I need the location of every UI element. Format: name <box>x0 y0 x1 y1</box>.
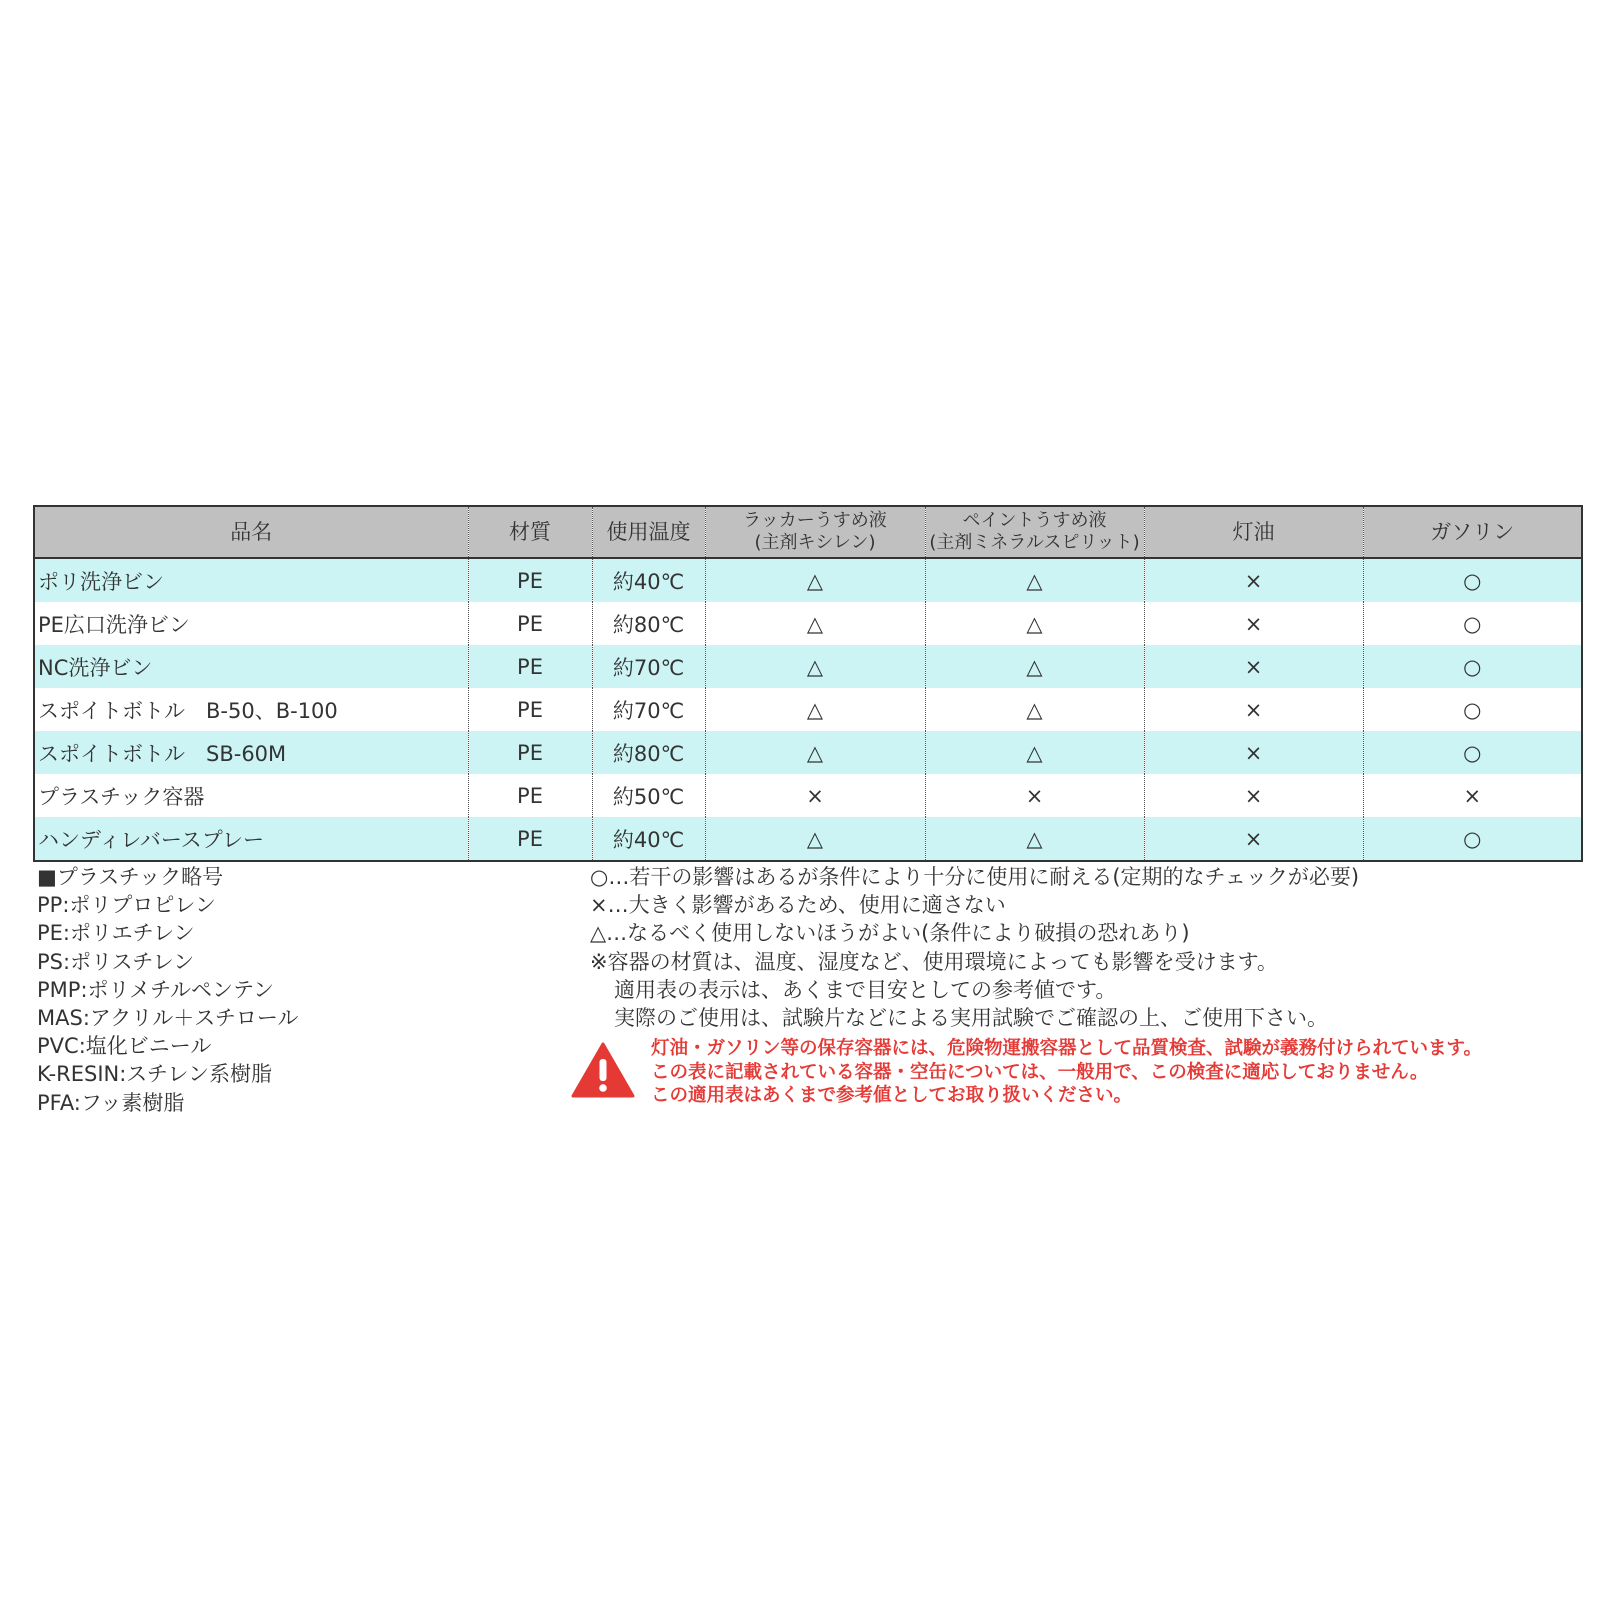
legend-item: PVC:塩化ビニール <box>37 1034 212 1059</box>
table-row <box>34 645 1582 688</box>
legend-item: K-RESIN:スチレン系樹脂 <box>37 1062 272 1087</box>
cell-paint: △ <box>925 688 1144 731</box>
table-row <box>34 602 1582 645</box>
cell-material: PE <box>468 688 592 731</box>
cell-paint: △ <box>925 731 1144 774</box>
cell-lacquer: × <box>705 774 925 817</box>
note-line: 実際のご使用は、試験片などによる実用試験でご確認の上、ご使用下さい。 <box>614 1006 1328 1031</box>
cell-temperature: 約70℃ <box>592 645 705 688</box>
header-paint-thinner: ペイントうすめ液 (主剤ミネラルスピリット) <box>925 506 1144 558</box>
header-lacquer-thinner: ラッカーうすめ液 (主剤キシレン) <box>705 506 925 558</box>
header-temperature: 使用温度 <box>592 506 705 558</box>
cell-kerosene: × <box>1144 558 1363 602</box>
cell-material: PE <box>468 645 592 688</box>
warning-line: 灯油・ガソリン等の保存容器には、危険物運搬容器として品質検査、試験が義務付けられています。 <box>651 1038 1483 1059</box>
cell-gasoline: ○ <box>1363 558 1582 602</box>
note-line: ○…若干の影響はあるが条件により十分に使用に耐える(定期的なチェックが必要) <box>590 865 1360 889</box>
cell-lacquer: △ <box>705 645 925 688</box>
header-gasoline: ガソリン <box>1363 506 1582 558</box>
cell-lacquer: △ <box>705 688 925 731</box>
table-row <box>34 558 1582 602</box>
warning-text <box>651 1037 1482 1108</box>
note-line: ×…大きく影響があるため、使用に適さない <box>590 893 1006 918</box>
cell-temperature: 約70℃ <box>592 688 705 731</box>
cell-gasoline: ○ <box>1363 817 1582 861</box>
cell-paint: △ <box>925 602 1144 645</box>
cell-material: PE <box>468 817 592 861</box>
legend-item: PFA:フッ素樹脂 <box>37 1090 185 1115</box>
cell-kerosene: × <box>1144 731 1363 774</box>
table-row <box>34 774 1582 817</box>
cell-product-name: ハンディレバースプレー <box>34 817 468 861</box>
cell-product-name: スポイトボトル SB-60M <box>34 731 468 774</box>
cell-product-name: スポイトボトル B-50、B-100 <box>34 688 468 731</box>
cell-material: PE <box>468 774 592 817</box>
warning-line: この適用表はあくまで参考値としてお取り扱いください。 <box>651 1085 1133 1106</box>
cell-temperature: 約40℃ <box>592 817 705 861</box>
cell-material: PE <box>468 558 592 602</box>
note-line: 適用表の表示は、あくまで目安としての参考値です。 <box>614 977 1117 1002</box>
cell-material: PE <box>468 602 592 645</box>
cell-product-name: PE広口洗浄ビン <box>34 602 468 645</box>
cell-lacquer: △ <box>705 817 925 861</box>
header-product-name: 品名 <box>34 506 468 558</box>
table-row <box>34 817 1582 861</box>
cell-lacquer: △ <box>705 731 925 774</box>
cell-kerosene: × <box>1144 774 1363 817</box>
legend-item: MAS:アクリル＋スチロール <box>37 1006 299 1031</box>
symbol-notes <box>590 863 1359 1032</box>
table-header-row <box>34 506 1582 558</box>
cell-temperature: 約80℃ <box>592 602 705 645</box>
cell-lacquer: △ <box>705 602 925 645</box>
cell-paint: △ <box>925 817 1144 861</box>
legend-item: PE:ポリエチレン <box>37 921 195 946</box>
plastic-abbreviation-legend <box>37 863 298 1117</box>
cell-product-name: NC洗浄ビン <box>34 645 468 688</box>
cell-temperature: 約40℃ <box>592 558 705 602</box>
cell-product-name: ポリ洗浄ビン <box>34 558 468 602</box>
note-line: △…なるべく使用しないほうがよい(条件により破損の恐れあり) <box>590 921 1190 946</box>
cell-paint: △ <box>925 558 1144 602</box>
warning-triangle-icon <box>571 1042 635 1098</box>
cell-gasoline: ○ <box>1363 688 1582 731</box>
legend-item: PS:ポリスチレン <box>37 949 195 974</box>
table-row <box>34 731 1582 774</box>
legend-item: PP:ポリプロピレン <box>37 893 216 918</box>
legend-item: PMP:ポリメチルペンテン <box>37 977 275 1002</box>
cell-paint: △ <box>925 645 1144 688</box>
cell-lacquer: △ <box>705 558 925 602</box>
cell-material: PE <box>468 731 592 774</box>
cell-kerosene: × <box>1144 602 1363 645</box>
cell-temperature: 約80℃ <box>592 731 705 774</box>
header-material: 材質 <box>468 506 592 558</box>
cell-kerosene: × <box>1144 645 1363 688</box>
legend-title: ■プラスチック略号 <box>37 865 224 889</box>
header-kerosene: 灯油 <box>1144 506 1363 558</box>
note-line: ※容器の材質は、温度、湿度など、使用環境によっても影響を受けます。 <box>590 949 1278 974</box>
compatibility-table <box>33 505 1583 862</box>
cell-paint: × <box>925 774 1144 817</box>
cell-gasoline: × <box>1363 774 1582 817</box>
cell-gasoline: ○ <box>1363 645 1582 688</box>
cell-kerosene: × <box>1144 817 1363 861</box>
cell-gasoline: ○ <box>1363 602 1582 645</box>
cell-temperature: 約50℃ <box>592 774 705 817</box>
cell-kerosene: × <box>1144 688 1363 731</box>
table-row <box>34 688 1582 731</box>
warning-line: この表に記載されている容器・空缶については、一般用で、この検査に適応しておりません。 <box>651 1061 1429 1083</box>
cell-gasoline: ○ <box>1363 731 1582 774</box>
cell-product-name: プラスチック容器 <box>34 774 468 817</box>
